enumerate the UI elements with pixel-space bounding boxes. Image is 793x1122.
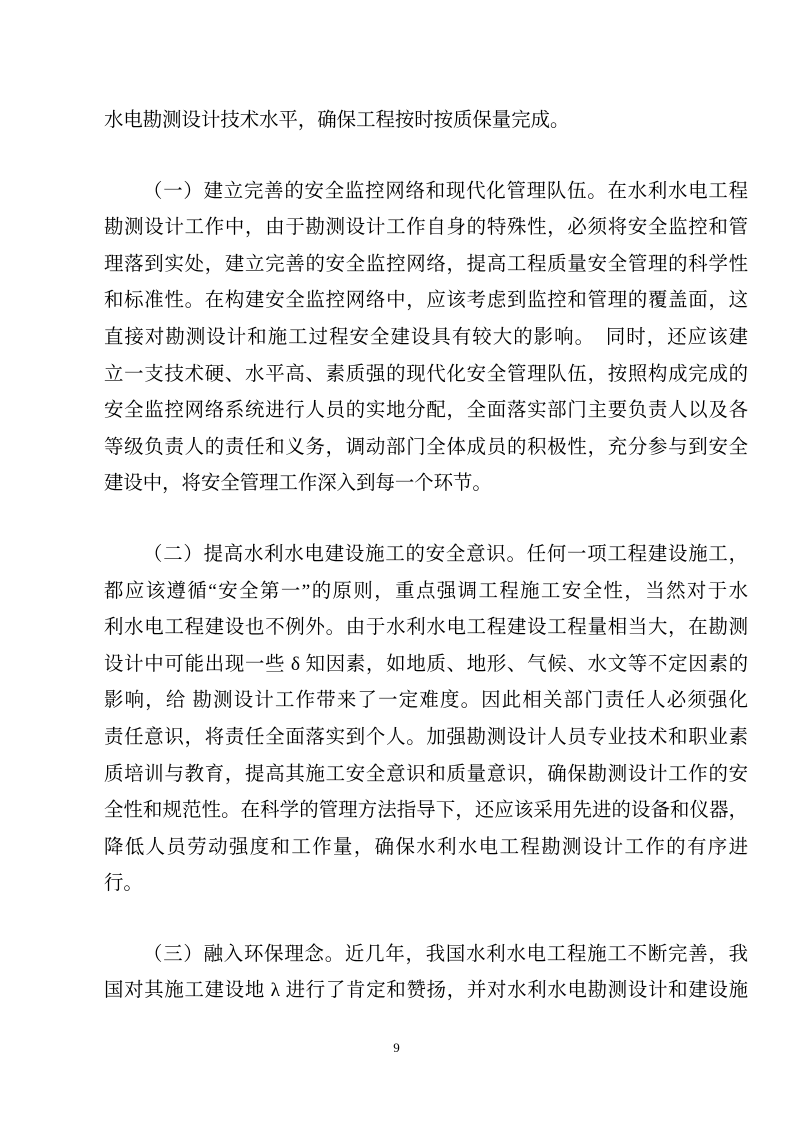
paragraph-section-1	[104, 174, 748, 503]
text-line: 影响，给 勘测设计工作带来了一定难度。因此相关部门责任人必须强化	[104, 690, 748, 712]
text-line: 等级负责人的责任和义务，调动部门全体成员的积极性，充分参与到安全	[104, 436, 748, 458]
text-line: 降低人员劳动强度和工作量，确保水利水电工程勘测设计工作的有序进	[104, 836, 748, 858]
text-line: 勘测设计工作中，由于勘测设计工作自身的特殊性，必须将安全监控和管	[104, 217, 748, 239]
paragraph-continuation	[104, 103, 748, 140]
paragraph-section-2	[104, 537, 748, 903]
paragraph-section-3	[104, 937, 748, 1010]
text-line: 和标准性。在构建安全监控网络中，应该考虑到监控和管理的覆盖面，这	[104, 290, 748, 312]
text-line: 都应该遵循“安全第一”的原则，重点强调工程施工安全性，当然对于水	[104, 580, 748, 602]
page-number: 9	[393, 1040, 400, 1055]
text-line: 国对其施工建设地 λ 进行了肯定和赞扬，并对水利水电勘测设计和建设施	[104, 980, 748, 1002]
text-line: 行。	[104, 873, 143, 895]
text-line: （一）建立完善的安全监控网络和现代化管理队伍。在水利水电工程	[143, 180, 748, 202]
text-line: 质培训与教育，提高其施工安全意识和质量意识，确保勘测设计工作的安	[104, 763, 748, 785]
text-line: 利水电工程建设也不例外。由于水利水电工程建设工程量相当大，在勘测	[104, 617, 748, 639]
text-line: 立一支技术硬、水平高、素质强的现代化安全管理队伍，按照构成完成的	[104, 363, 748, 385]
text-line: （二）提高水利水电建设施工的安全意识。任何一项工程建设施工，	[143, 543, 748, 565]
text-line: 责任意识，将责任全面落实到个人。加强勘测设计人员专业技术和职业素	[104, 726, 748, 748]
text-line: 水电勘测设计技术水平，确保工程按时按质保量完成。	[104, 110, 570, 131]
text-line: 理落到实处，建立完善的安全监控网络，提高工程质量安全管理的科学性	[104, 253, 748, 275]
document-body	[104, 103, 748, 1010]
text-line: 全性和规范性。在科学的管理方法指导下，还应该采用先进的设备和仪器，	[104, 800, 748, 822]
text-line: 设计中可能出现一些 δ 知因素，如地质、地形、气候、水文等不定因素的	[104, 653, 748, 675]
text-line: 直接对勘测设计和施工过程安全建设具有较大的影响。 同时，还应该建	[104, 326, 748, 348]
text-line: 建设中，将安全管理工作深入到每一个环节。	[104, 473, 492, 495]
text-line: （三）融入环保理念。近几年，我国水利水电工程施工不断完善，我	[143, 943, 748, 965]
text-line: 安全监控网络系统进行人员的实地分配，全面落实部门主要负责人以及各	[104, 400, 748, 422]
